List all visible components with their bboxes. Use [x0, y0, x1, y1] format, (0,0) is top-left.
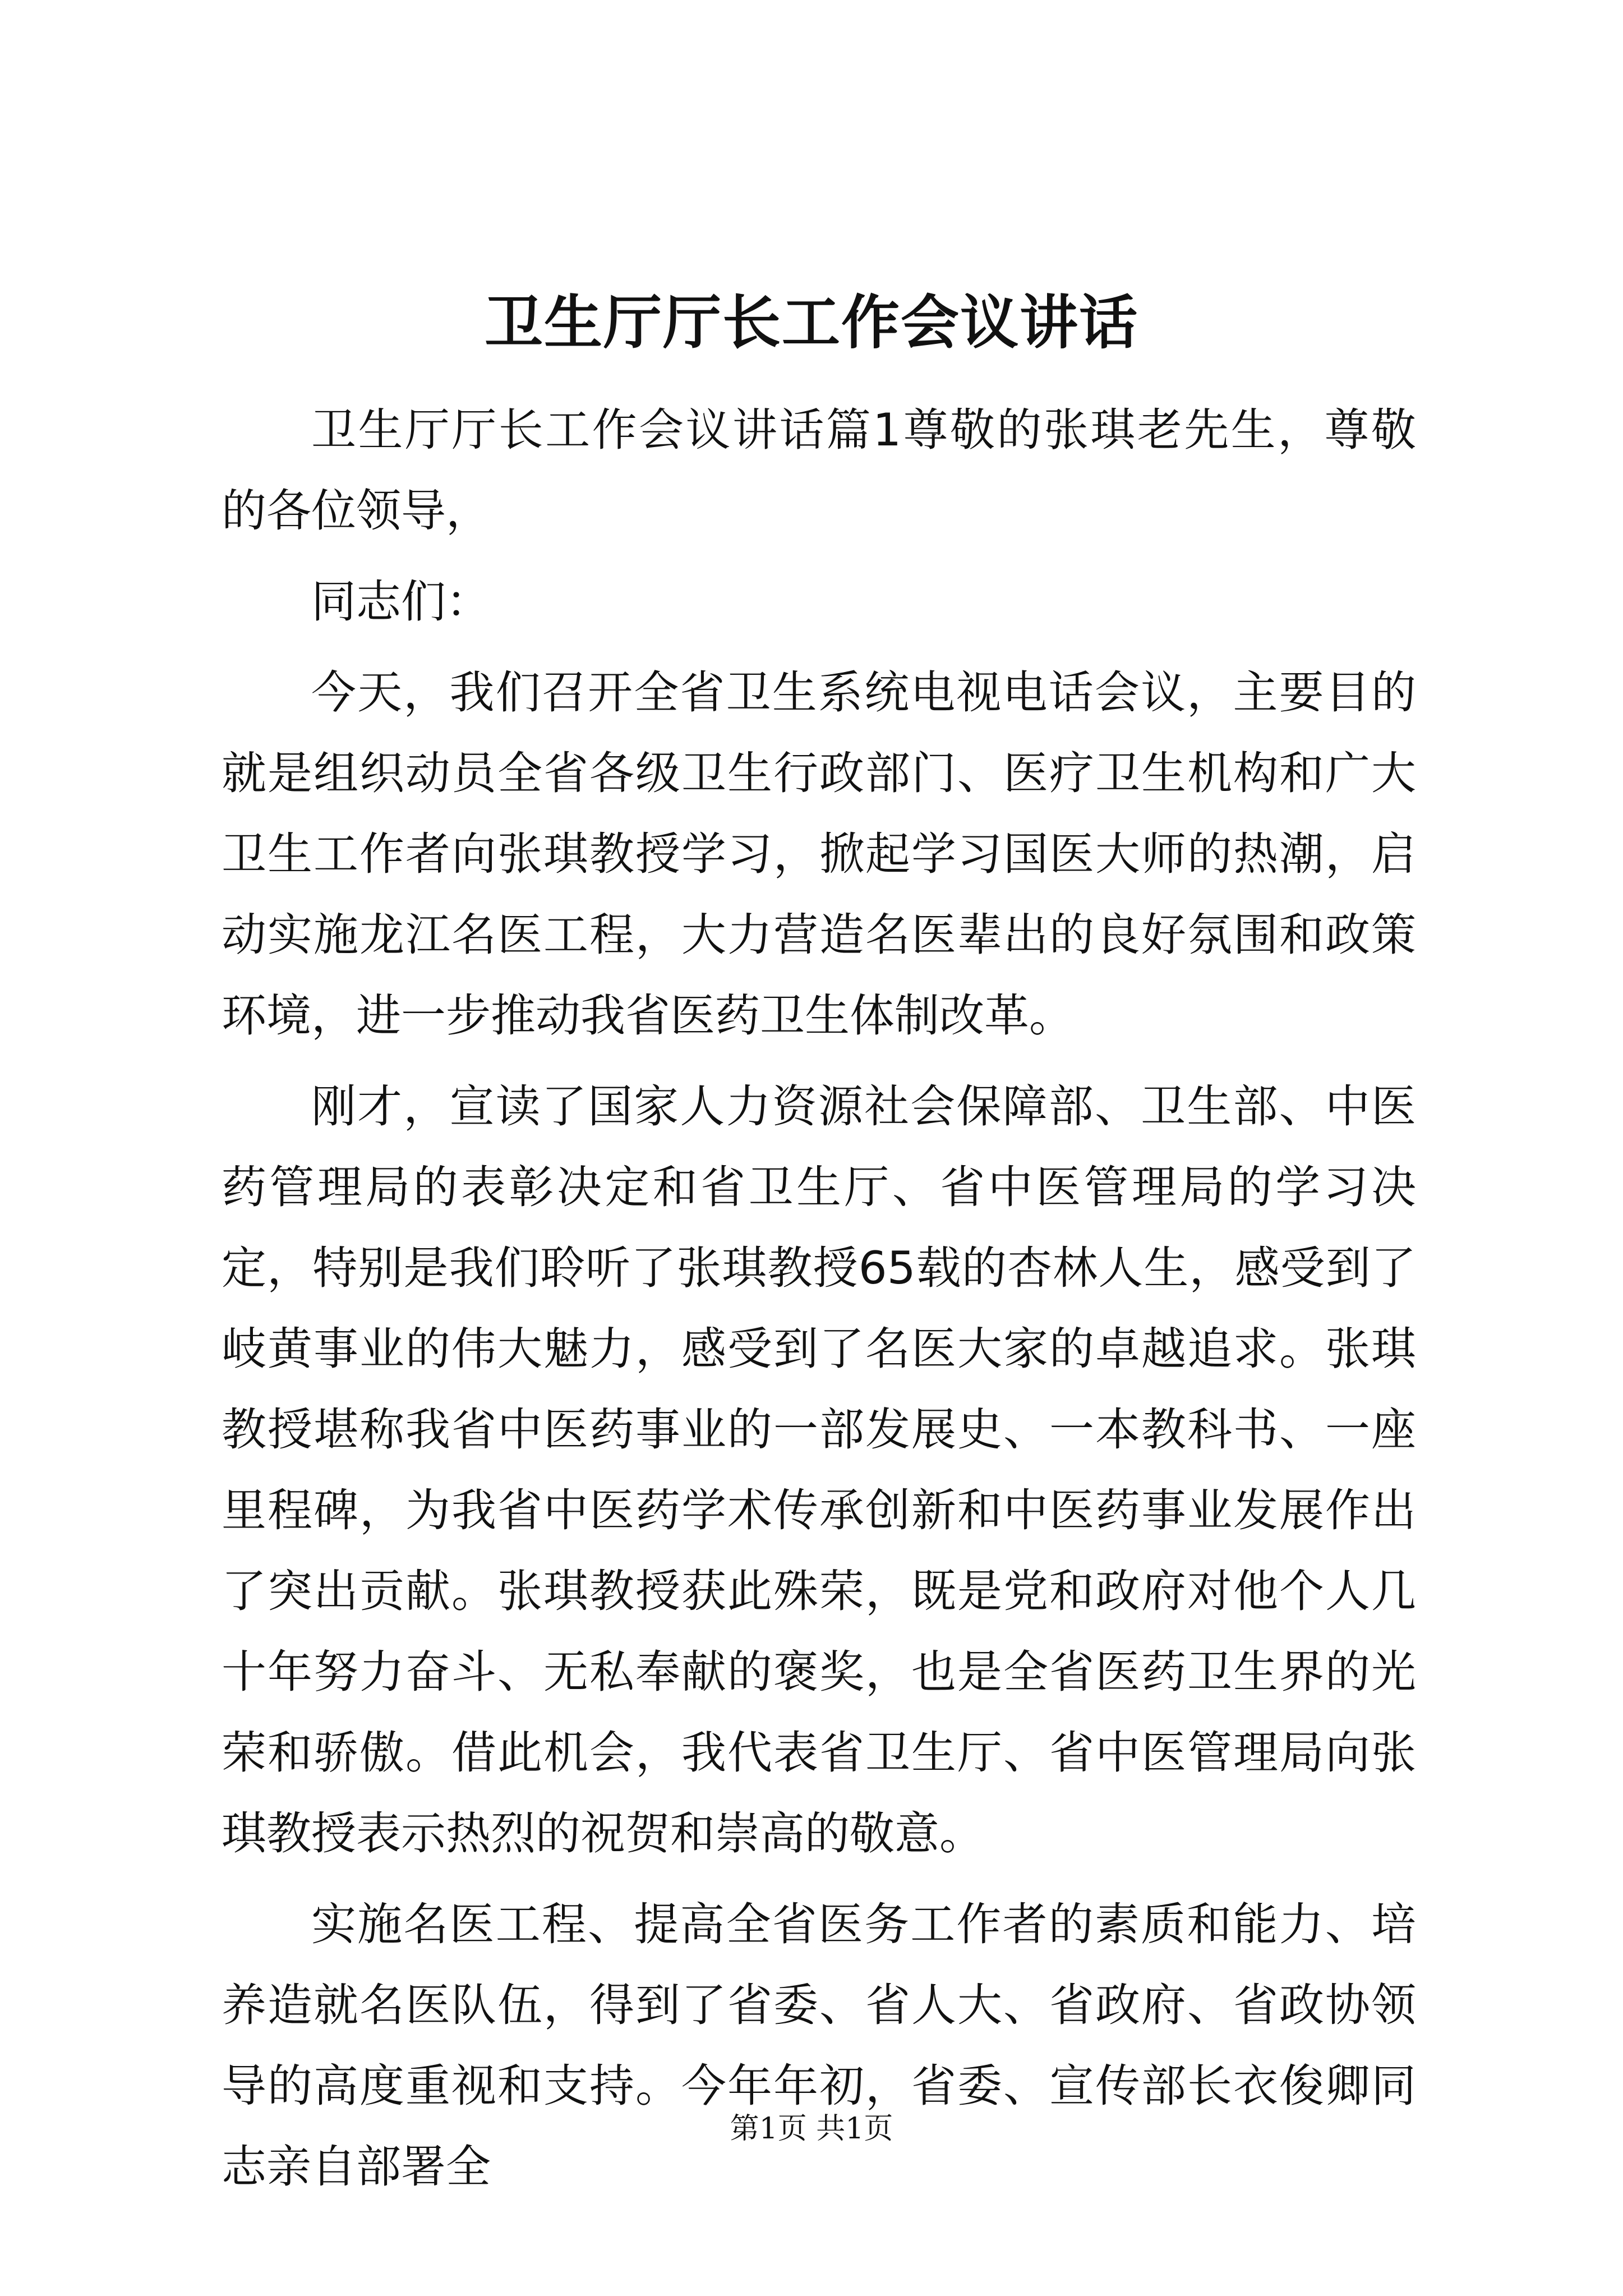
paragraph-1: 卫生厅厅长工作会议讲话篇1尊敬的张琪老先生，尊敬的各位领导， — [222, 404, 1416, 537]
paragraph-4: 刚才，宣读了国家人力资源社会保障部、卫生部、中医药管理局的表彰决定和省卫生厅、省中医管理局的学习决定，特别是我们聆听了张琪教授65载的杏林人生，感受到了岐黄事业的伟大魅力，感受到了名医大家的卓越追求。张琪教授堪称我省中医药事业的一部发展史、一本教科书、一座里程碑，为我省中医药学术传承创新和中医药事业发展作出了突出贡献。张琪教授获此殊荣，既是党和政府对他个人几十年努力奋斗、无私奉献的褒奖，也是全省医药卫生界的光荣和骄傲。借此机会，我代表省卫生厅、省中医管理局向张琪教授表示热烈的祝贺和崇高的敬意。 — [222, 1080, 1416, 1860]
paragraph-2: 同志们： — [311, 576, 491, 628]
document-title: 卫生厅厅长工作会议讲话 — [484, 288, 1138, 357]
paragraph-5: 实施名医工程、提高全省医务工作者的素质和能力、培养造就名医队伍，得到了省委、省人大、省政府、省政协领导的高度重视和支持。今年年初，省委、宣传部长衣俊卿同志亲自部署全 — [222, 1898, 1416, 2193]
paragraph-3: 今天，我们召开全省卫生系统电视电话会议，主要目的就是组织动员全省各级卫生行政部门、医疗卫生机构和广大卫生工作者向张琪教授学习，掀起学习国医大师的热潮，启动实施龙江名医工程，大力营造名医辈出的良好氛围和政策环境，进一步推动我省医药卫生体制改革。 — [222, 666, 1416, 1042]
document-body — [222, 390, 1416, 2217]
page-footer: 第1页 共1页 — [730, 2112, 893, 2146]
